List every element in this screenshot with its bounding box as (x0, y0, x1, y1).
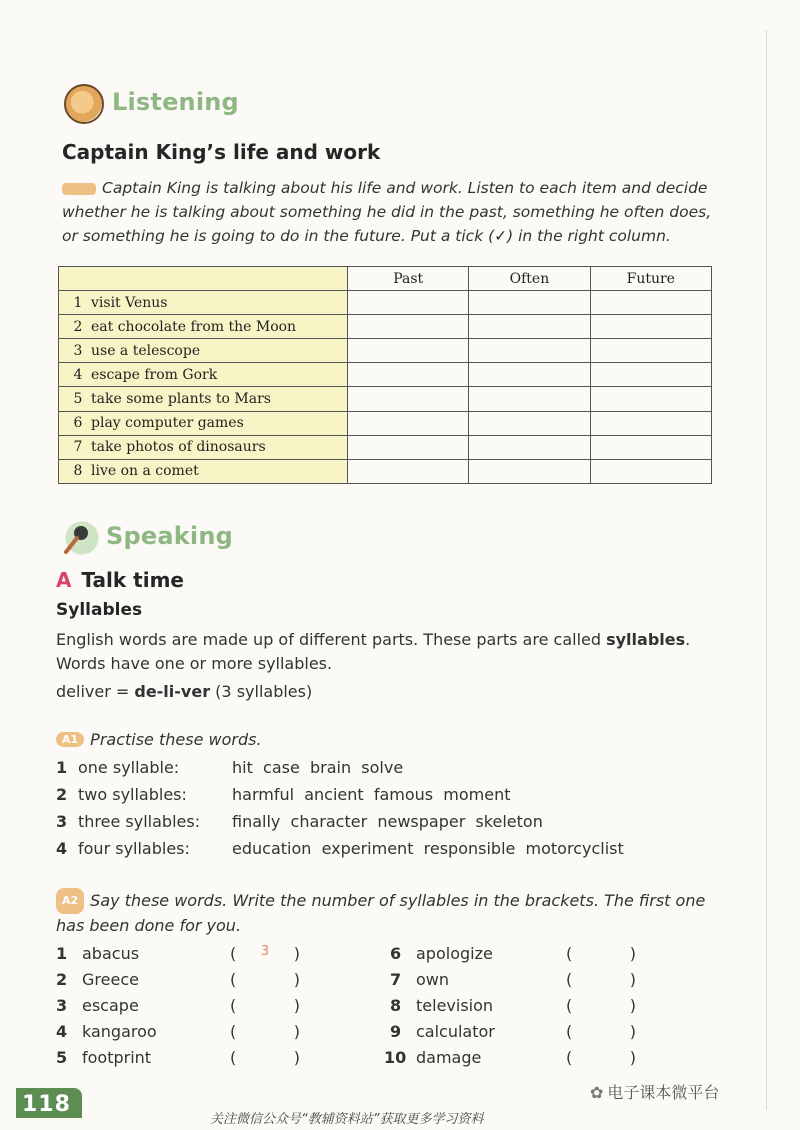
answer-bracket[interactable]: ( ) (230, 996, 300, 1015)
list-item: 3 escape ( ) (56, 996, 300, 1022)
a1-instruction: A1 Practise these words. (56, 730, 262, 749)
row-number: 5 (73, 391, 83, 408)
future-cell[interactable] (590, 363, 711, 387)
future-cell[interactable] (590, 459, 711, 483)
past-cell[interactable] (348, 459, 469, 483)
listening-heading: Listening (112, 88, 239, 116)
header-often: Often (469, 267, 590, 291)
page-edge-divider (766, 30, 767, 1110)
future-cell[interactable] (590, 387, 711, 411)
answer-bracket[interactable]: ( ) (566, 970, 636, 989)
microphone-icon (60, 518, 100, 558)
past-cell[interactable] (348, 387, 469, 411)
syllable-example: deliver = de-li-ver (3 syllables) (56, 682, 313, 701)
table-row (59, 411, 712, 435)
wechat-icon: ✿ (590, 1083, 604, 1102)
list-item: 2 two syllables: harmful ancient famous moment (56, 785, 511, 804)
listening-title: Captain King’s life and work (62, 140, 381, 164)
section-title: Talk time (81, 568, 184, 592)
table-row (59, 315, 712, 339)
future-cell[interactable] (590, 315, 711, 339)
section-letter: A (56, 568, 72, 592)
a1-badge: A1 (56, 732, 84, 747)
answer-bracket[interactable]: ( ) (230, 1022, 300, 1041)
list-item: 4 kangaroo ( ) (56, 1022, 300, 1048)
row-item: visit Venus (91, 294, 168, 311)
often-cell[interactable] (469, 339, 590, 363)
row-item: use a telescope (91, 342, 201, 359)
a2-instruction: A2 Say these words. Write the number of syllables in the brackets. The first one has been done for you. (56, 888, 716, 938)
list-item: 5 footprint ( ) (56, 1048, 300, 1074)
past-cell[interactable] (348, 411, 469, 435)
listening-instructions: Captain King is talking about his life and work. Listen to each item and decide whether he is talking about something he did in the past, something he often does, or something he is going to do in the future. Put a tick (✓) in the right column. (62, 179, 712, 245)
row-number: 8 (73, 463, 83, 480)
a2-badge: A2 (56, 888, 84, 914)
often-cell[interactable] (469, 363, 590, 387)
listening-table (58, 266, 712, 484)
often-cell[interactable] (469, 459, 590, 483)
list-item: 2 Greece ( ) (56, 970, 300, 996)
watermark: ✿ 电子课本微平台 (590, 1083, 720, 1102)
table-row (59, 363, 712, 387)
often-cell[interactable] (469, 315, 590, 339)
list-item: 6 apologize ( ) (390, 944, 636, 970)
table-row (59, 339, 712, 363)
row-number: 7 (73, 439, 83, 456)
list-item: 4 four syllables: education experiment responsible motorcyclist (56, 839, 624, 858)
headphones-icon (64, 84, 104, 124)
header-past: Past (348, 267, 469, 291)
table-row (59, 435, 712, 459)
list-item: 9 calculator ( ) (390, 1022, 636, 1048)
footer-note: 关注微信公众号“教辅资料站”获取更多学习资料 (210, 1112, 484, 1127)
answer-bracket[interactable]: ( ) (230, 970, 300, 989)
row-number: 3 (73, 342, 83, 359)
syllables-intro: English words are made up of different parts. These parts are called syllables. Words have one or more syllables. (56, 630, 691, 673)
list-item: 1 abacus ( 3 ) (56, 944, 300, 970)
row-number: 4 (73, 366, 83, 383)
row-item: escape from Gork (91, 366, 218, 383)
a1-word-list (56, 758, 624, 866)
table-row (59, 459, 712, 483)
row-item: eat chocolate from the Moon (91, 318, 297, 335)
list-item: 1 one syllable: hit case brain solve (56, 758, 404, 777)
list-item: 3 three syllables: finally character newspaper skeleton (56, 812, 543, 831)
answer-bracket[interactable]: ( 3 ) (230, 944, 300, 963)
row-number: 2 (73, 318, 83, 335)
answer-bracket[interactable]: ( ) (566, 944, 636, 963)
past-cell[interactable] (348, 291, 469, 315)
syllables-subheading: Syllables (56, 600, 143, 620)
instruction-tab-marker (62, 183, 96, 195)
row-item: play computer games (91, 415, 244, 432)
page-number: 118 (22, 1092, 71, 1117)
often-cell[interactable] (469, 411, 590, 435)
list-item: 8 television ( ) (390, 996, 636, 1022)
often-cell[interactable] (469, 291, 590, 315)
table-row (59, 387, 712, 411)
future-cell[interactable] (590, 339, 711, 363)
header-future: Future (590, 267, 711, 291)
row-number: 6 (73, 415, 83, 432)
row-item: take some plants to Mars (91, 391, 271, 408)
row-item: live on a comet (91, 463, 199, 480)
answer-bracket[interactable]: ( ) (566, 1022, 636, 1041)
table-header-blank (59, 267, 348, 291)
answer-bracket[interactable]: ( ) (230, 1048, 300, 1067)
list-item: 10 damage ( ) (384, 1048, 636, 1074)
row-item: take photos of dinosaurs (91, 439, 266, 456)
often-cell[interactable] (469, 435, 590, 459)
answer-bracket[interactable]: ( ) (566, 996, 636, 1015)
talk-time-heading (56, 568, 184, 592)
future-cell[interactable] (590, 411, 711, 435)
often-cell[interactable] (469, 387, 590, 411)
future-cell[interactable] (590, 435, 711, 459)
past-cell[interactable] (348, 315, 469, 339)
list-item: 7 own ( ) (390, 970, 636, 996)
speaking-heading: Speaking (106, 522, 233, 550)
future-cell[interactable] (590, 291, 711, 315)
past-cell[interactable] (348, 339, 469, 363)
answer-bracket[interactable]: ( ) (566, 1048, 636, 1067)
row-number: 1 (73, 294, 83, 311)
table-row (59, 291, 712, 315)
past-cell[interactable] (348, 435, 469, 459)
past-cell[interactable] (348, 363, 469, 387)
table-header-row (59, 267, 712, 291)
